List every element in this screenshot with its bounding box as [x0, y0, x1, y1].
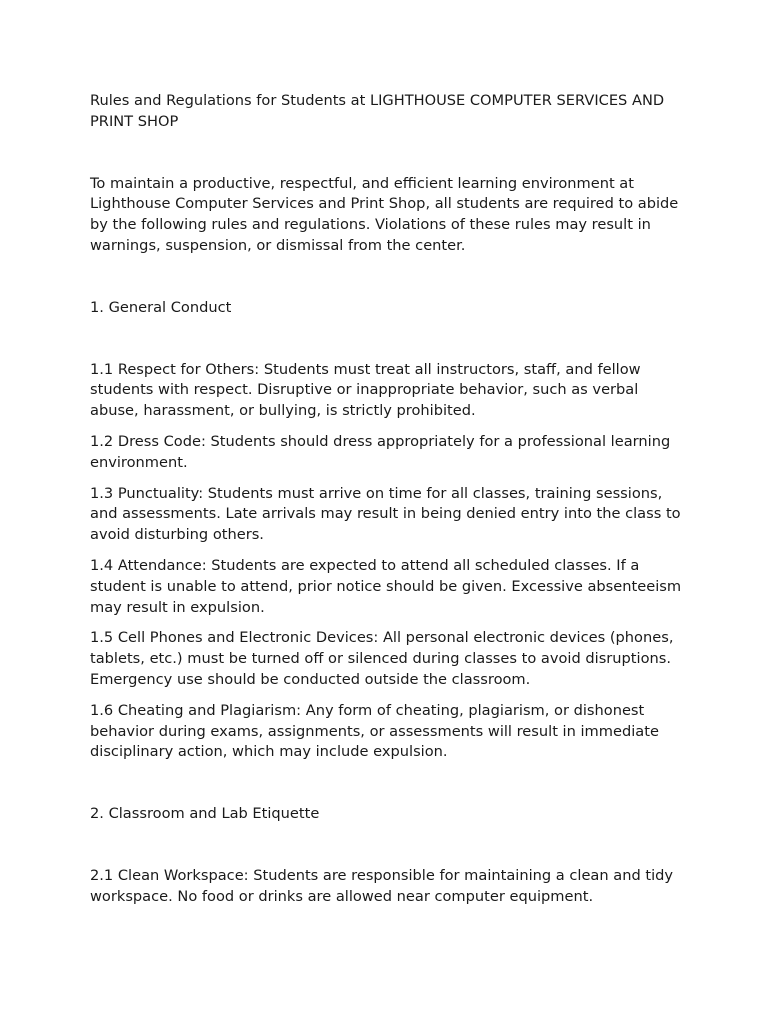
rule-1-1: 1.1 Respect for Others: Students must treat all instructors, staff, and fellow students with respect. Disruptive or inappropriate behavior, such as verbal abuse, harassment, or bullying, is strictly prohibited. — [90, 360, 641, 420]
rule-1-5: 1.5 Cell Phones and Electronic Devices: All personal electronic devices (phones, tablets, etc.) must be turned off or silenced during classes to avoid disruptions. Emergency use should be conducted outside the classroom. — [90, 629, 674, 688]
rule-1-4: 1.4 Attendance: Students are expected to attend all scheduled classes. If a student is unable to attend, prior notice should be given. Excessive absenteeism may result in expulsion. — [90, 556, 682, 616]
rule-2-1: 2.1 Clean Workspace: Students are responsible for maintaining a clean and tidy workspace. No food or drinks are allowed near computer equipment. — [90, 866, 674, 905]
document-title: Rules and Regulations for Students at LIGHTHOUSE COMPUTER SERVICES AND PRINT SHOP — [90, 92, 665, 130]
rule-1-3: 1.3 Punctuality: Students must arrive on time for all classes, training sessions, and assessments. Late arrivals may result in being denied entry into the class to avoid disturbing others. — [90, 484, 681, 544]
document-page — [90, 91, 690, 918]
section-heading-general-conduct: 1. General Conduct — [90, 298, 232, 316]
section-heading-classroom-lab-etiquette: 2. Classroom and Lab Etiquette — [90, 805, 320, 823]
rule-1-2: 1.2 Dress Code: Students should dress appropriately for a professional learning environment. — [90, 432, 671, 471]
intro-paragraph: To maintain a productive, respectful, and efficient learning environment at Lighthouse Computer Services and Print Shop, all students are required to abide by the following rules and regulations. Violations of these rules may result in warnings, suspension, or dismissal from the center. — [90, 174, 679, 254]
rule-1-6: 1.6 Cheating and Plagiarism: Any form of cheating, plagiarism, or dishonest behavior during exams, assignments, or assessments will result in immediate disciplinary action, which may include expulsion. — [90, 701, 659, 761]
